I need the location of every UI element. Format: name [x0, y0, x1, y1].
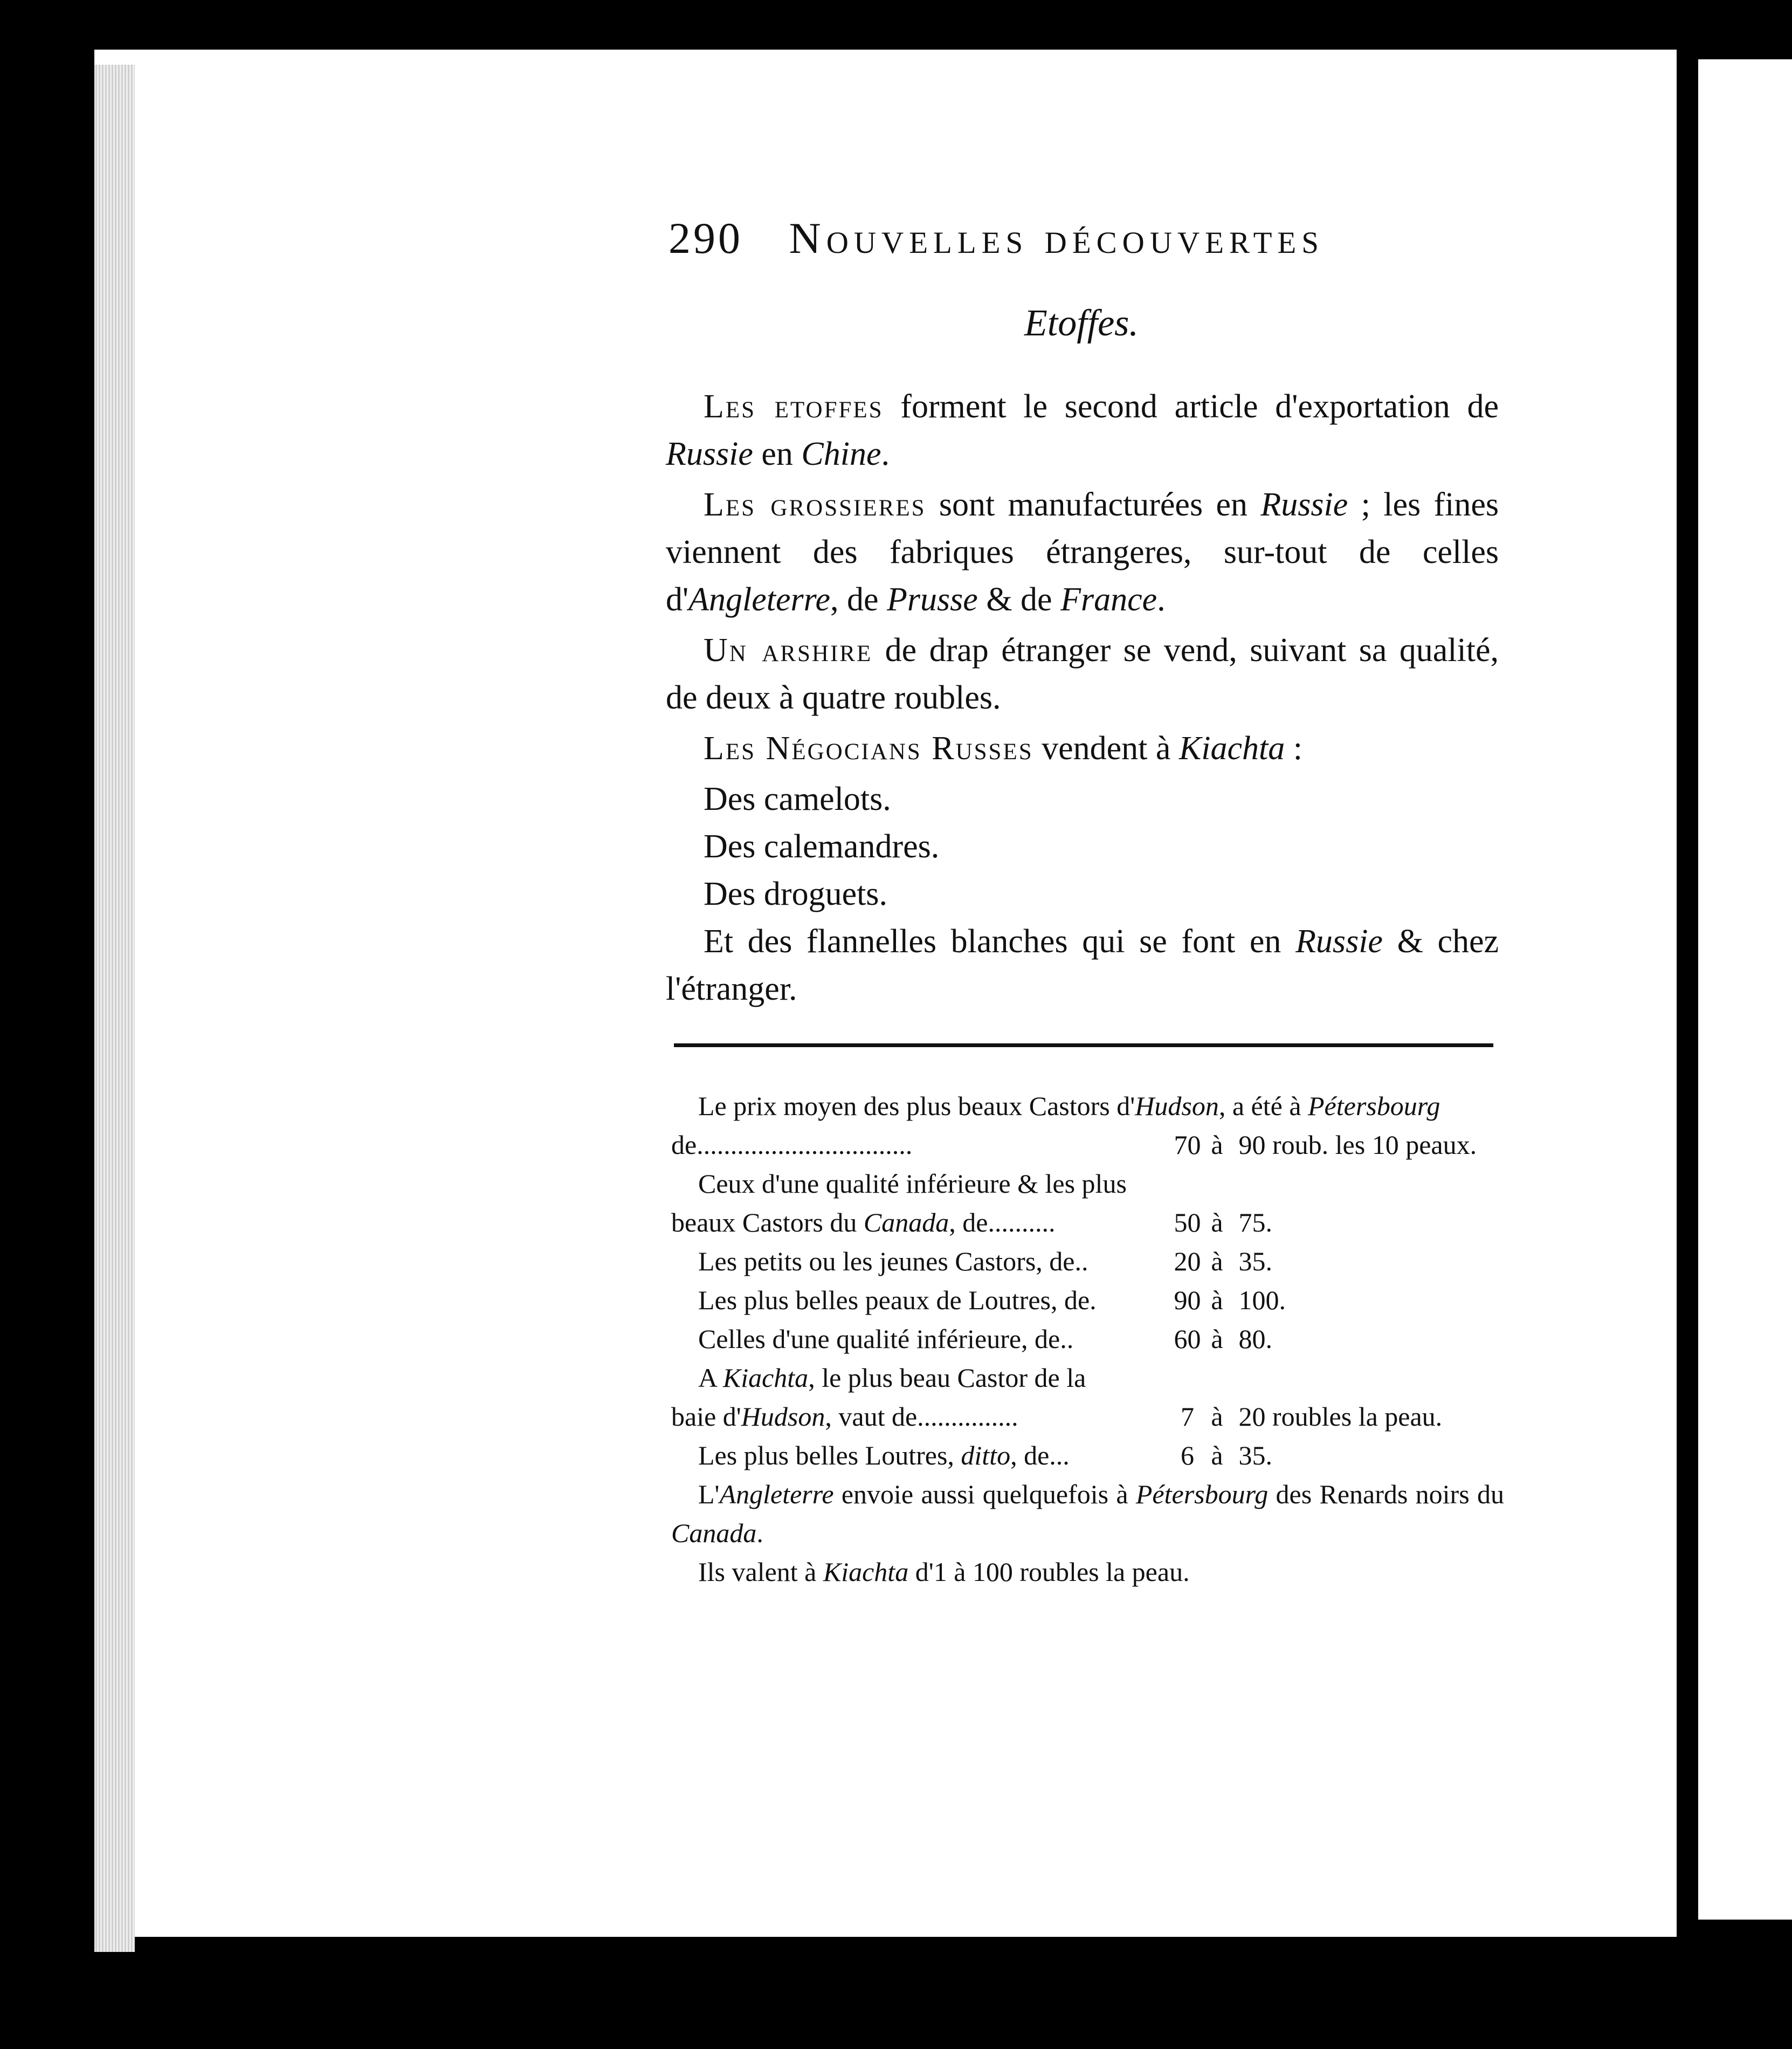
text: Le prix moyen des plus beaux Castors d' [698, 1091, 1135, 1121]
italic-text: Russie [1260, 486, 1348, 523]
italic-text: ditto [961, 1440, 1011, 1470]
note-line [671, 1552, 1504, 1591]
price-sep: à [1211, 1440, 1223, 1470]
price-sep: à [1211, 1401, 1223, 1432]
price-min: 7 [1181, 1401, 1194, 1432]
italic-text: Pétersbourg [1135, 1479, 1269, 1509]
price-range [1173, 1397, 1442, 1436]
italic-text: Pétersbourg [1308, 1091, 1441, 1121]
italic-text: Russie [1295, 923, 1383, 960]
price-range [1173, 1319, 1272, 1358]
section-title: Etoffes. [1024, 302, 1139, 344]
note-line [671, 1358, 1504, 1397]
note-line [671, 1203, 1504, 1242]
lead-words: Un arshire [704, 632, 873, 669]
note-line [671, 1087, 1504, 1125]
text: , le plus beau Castor de la [808, 1363, 1086, 1393]
leader-text: , de... [1010, 1440, 1070, 1470]
price-range [1173, 1203, 1272, 1242]
italic-text: Kiachta [823, 1557, 909, 1587]
text: Et des flannelles blanches qui se font en [704, 923, 1296, 960]
list-item: Des droguets. [704, 876, 887, 912]
price-sep: à [1211, 1246, 1223, 1276]
italic-text: Chine [801, 436, 881, 472]
italic-text: Angleterre [719, 1479, 834, 1509]
leader-text: , vaut de............... [825, 1401, 1018, 1432]
text: A [698, 1363, 723, 1393]
lead-words: Les Négocians Russes [704, 730, 1033, 767]
text: . [756, 1518, 763, 1548]
price-sep: à [1211, 1207, 1223, 1237]
price-min: 20 [1174, 1246, 1201, 1276]
note-line [671, 1242, 1504, 1281]
price-max: 100. [1238, 1285, 1286, 1315]
text: Ceux d'une qualité inférieure & les plus [698, 1168, 1127, 1199]
price-sep: à [1211, 1285, 1223, 1315]
note-line [671, 1436, 1504, 1475]
running-header [668, 213, 1324, 264]
paragraph [666, 383, 1499, 478]
price-min: 60 [1174, 1324, 1201, 1354]
text: : [1285, 730, 1302, 767]
price-max: 90 roub. les 10 peaux. [1238, 1130, 1477, 1160]
paragraph [666, 481, 1499, 623]
text: Les petits ou les jeunes Castors, de.. [698, 1246, 1088, 1276]
price-max: 35. [1238, 1246, 1272, 1276]
text: de drap étranger se vend, suivant sa qualité, de deux à quatre roubles. [666, 632, 1499, 716]
text: en [753, 436, 802, 472]
price-min: 50 [1174, 1207, 1201, 1237]
italic-text: France [1060, 581, 1157, 618]
price-sep: à [1211, 1130, 1223, 1160]
price-range [1173, 1125, 1477, 1164]
text: . [1157, 581, 1166, 618]
price-max: 20 roubles la peau. [1238, 1401, 1443, 1432]
facing-page-edge [1698, 59, 1792, 1920]
page-edge-shading [94, 65, 135, 1952]
binding-gutter [1677, 50, 1698, 1937]
text: envoie aussi quelquefois à [833, 1479, 1136, 1509]
paragraph [666, 725, 1499, 772]
list-item: Des camelots. [704, 781, 891, 817]
note-line [671, 1319, 1504, 1358]
price-range [1173, 1242, 1272, 1281]
horizontal-rule [674, 1043, 1493, 1047]
body-text [666, 383, 1499, 1016]
price-notes [671, 1087, 1504, 1591]
text: . [881, 436, 890, 472]
text: baie d' [671, 1401, 741, 1432]
text: vendent à [1033, 730, 1179, 767]
price-max: 75. [1238, 1207, 1272, 1237]
text: Les plus belles Loutres, [698, 1440, 961, 1470]
text: & chez l'étranger. [666, 923, 1499, 1007]
text: , a été à [1218, 1091, 1308, 1121]
italic-text: Angleterre [688, 581, 831, 618]
price-range [1173, 1436, 1272, 1475]
note-line [671, 1164, 1504, 1203]
italic-text: Hudson [741, 1401, 825, 1432]
note-line [671, 1281, 1504, 1319]
text: & de [977, 581, 1061, 618]
running-title: Nouvelles découvertes [789, 214, 1324, 263]
text: Les plus belles peaux de Loutres, de. [698, 1285, 1097, 1315]
text: d'1 à 100 roubles la peau. [908, 1557, 1190, 1587]
list-item: Des calemandres. [704, 828, 940, 865]
text: des Renards noirs du [1268, 1479, 1504, 1509]
text: forment le second article d'exportation de [883, 388, 1499, 425]
italic-text: Hudson [1135, 1091, 1219, 1121]
italic-text: Prusse [887, 581, 978, 618]
leader-text: , de.......... [949, 1207, 1056, 1237]
italic-text: Canada [671, 1518, 757, 1548]
lead-words: Les etoffes [704, 388, 884, 425]
italic-text: Kiachta [722, 1363, 809, 1393]
text: , de [830, 581, 887, 618]
price-sep: à [1211, 1324, 1223, 1354]
italic-text: Canada [863, 1207, 949, 1237]
price-max: 35. [1238, 1440, 1272, 1470]
text: sont manufacturées en [926, 486, 1261, 523]
text: L' [698, 1479, 720, 1509]
price-range [1173, 1281, 1286, 1319]
text: beaux Castors du [671, 1207, 864, 1237]
note-line [671, 1125, 1504, 1164]
price-min: 6 [1181, 1440, 1194, 1470]
price-min: 90 [1174, 1285, 1201, 1315]
leader-text: de................................ [671, 1130, 913, 1160]
text: Ils valent à [698, 1557, 823, 1587]
page-number: 290 [668, 214, 743, 263]
note-paragraph [671, 1475, 1504, 1552]
italic-text: Russie [666, 436, 753, 472]
lead-words: Les grossieres [704, 486, 926, 523]
text: ; les fines viennent des fabriques étrangeres, sur-tout de celles d' [666, 486, 1499, 618]
paragraph [666, 627, 1499, 721]
paragraph [666, 918, 1499, 1013]
price-max: 80. [1238, 1324, 1272, 1354]
italic-text: Kiachta [1178, 730, 1285, 767]
note-line [671, 1397, 1504, 1436]
text: Celles d'une qualité inférieure, de.. [698, 1324, 1074, 1354]
price-min: 70 [1174, 1130, 1201, 1160]
